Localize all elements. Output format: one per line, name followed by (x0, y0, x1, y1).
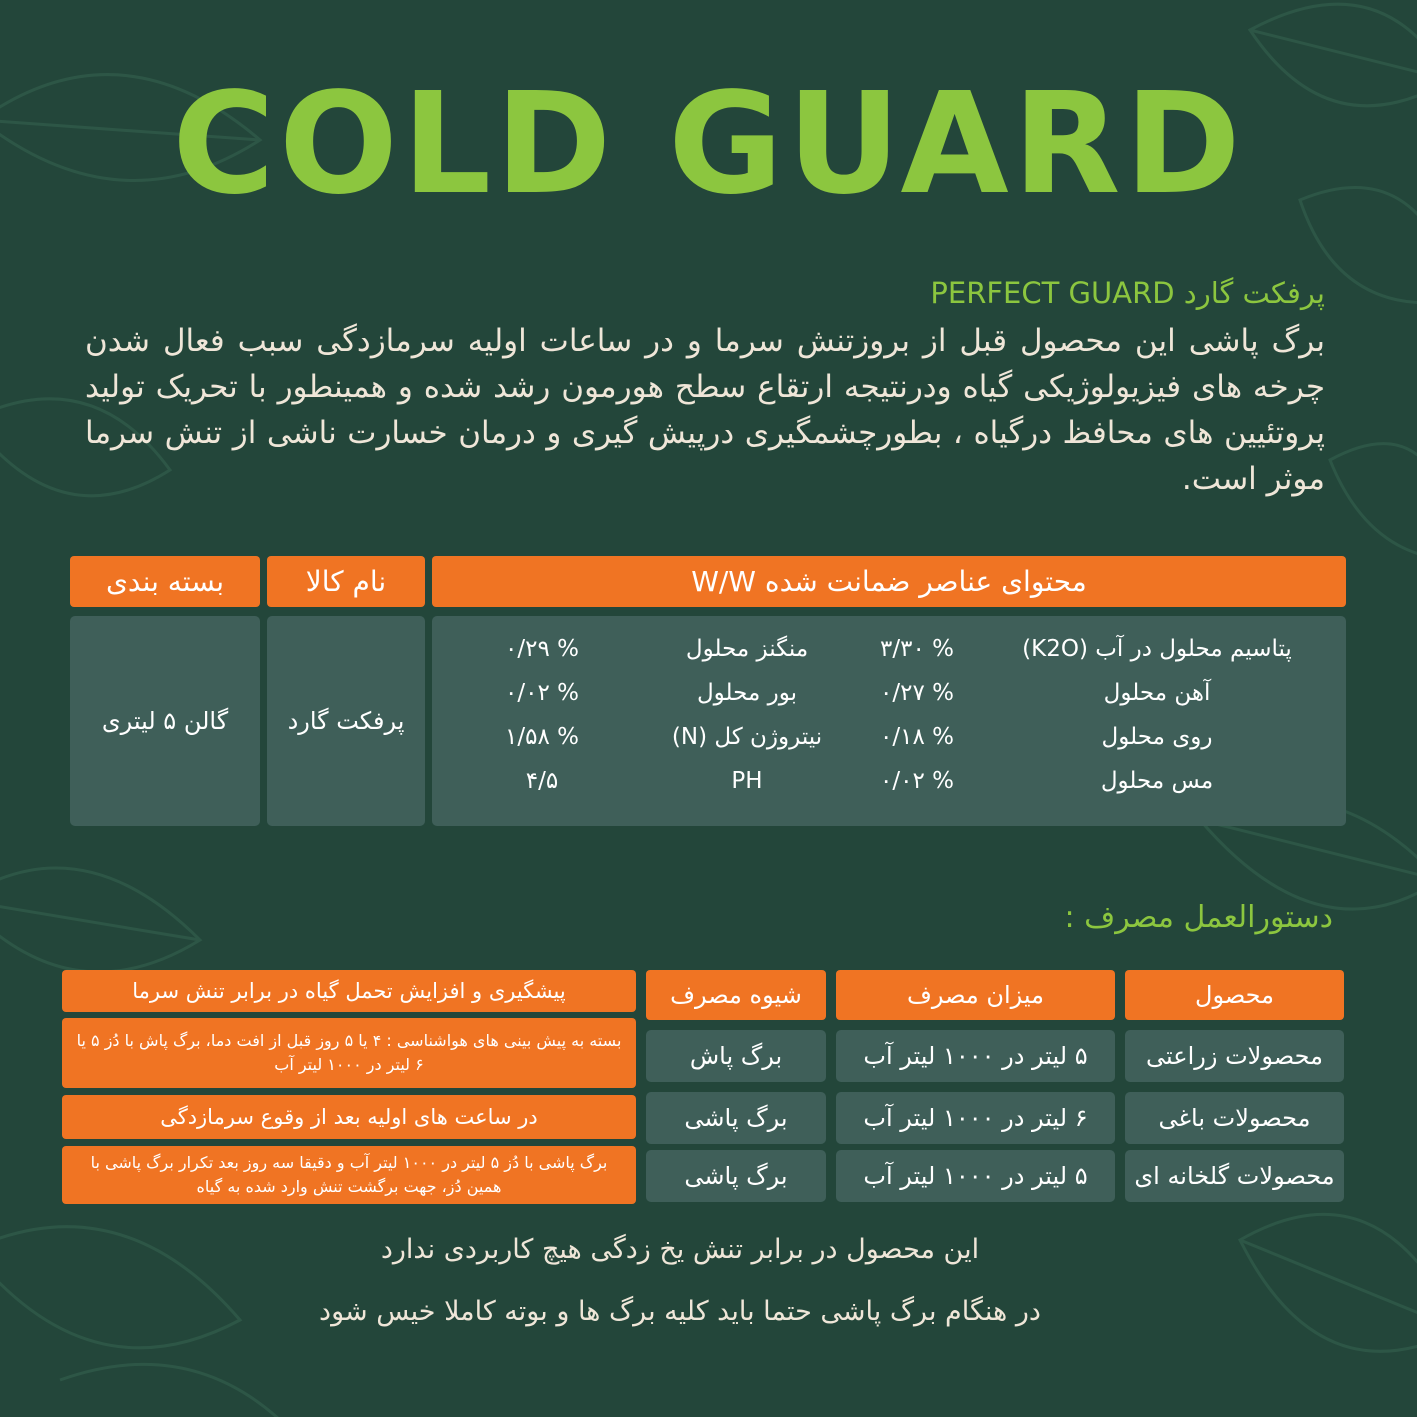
component-name: PH (731, 768, 763, 794)
footer-note: این محصول در برابر تنش یخ زدگی هیچ کاربردی ندارد (380, 1234, 980, 1265)
instructions-title: دستورالعمل مصرف : (1064, 900, 1333, 935)
component-name: منگنز محلول (685, 636, 809, 662)
component-name: بور محلول (696, 680, 798, 706)
component-name: نیتروژن کل (N) (671, 724, 823, 750)
row-method: برگ پاشی (646, 1150, 826, 1202)
row-product: محصولات گلخانه ای (1125, 1150, 1344, 1202)
header-dosage: میزان مصرف (836, 970, 1115, 1020)
header-purpose: پیشگیری و افزایش تحمل گیاه در برابر تنش سرما (62, 970, 636, 1012)
component-value: % ۰/۰۲ (505, 680, 579, 706)
component-value: % ۰/۱۸ (880, 724, 954, 750)
row-note: در ساعت های اولیه بعد از وقوع سرمازدگی (62, 1095, 636, 1139)
row-dosage: ۵ لیتر در ۱۰۰۰ لیتر آب (836, 1150, 1115, 1202)
row-dosage: ۶ لیتر در ۱۰۰۰ لیتر آب (836, 1092, 1115, 1144)
component-value: % ۳/۳۰ (880, 636, 954, 662)
row-product: محصولات زراعتی (1125, 1030, 1344, 1082)
row-method: برگ پاش (646, 1030, 826, 1082)
row-product: محصولات باغی (1125, 1092, 1344, 1144)
product-subtitle: پرفکت گارد PERFECT GUARD (930, 276, 1325, 310)
row-note: برگ پاشی با دُز ۵ لیتر در ۱۰۰۰ لیتر آب و دقیقا سه روز بعد تکرار برگ پاشی با همین دُز، جهت برگشت تنش وارد شده به گیاه (62, 1146, 636, 1204)
component-value: ۴/۵ (525, 768, 559, 794)
header-product-name: نام کالا (267, 556, 425, 607)
packaging-cell: گالن ۵ لیتری (70, 616, 260, 826)
component-name: روی محلول (1101, 724, 1213, 750)
header-product: محصول (1125, 970, 1344, 1020)
brand-logo: COLD GUARD (172, 63, 1245, 226)
row-method: برگ پاشی (646, 1092, 826, 1144)
row-dosage: ۵ لیتر در ۱۰۰۰ لیتر آب (836, 1030, 1115, 1082)
components-grid (432, 616, 1346, 826)
component-value: % ۱/۵۸ (505, 724, 579, 750)
header-packaging: بسته بندی (70, 556, 260, 607)
row-note: بسته به پیش بینی های هواشناسی : ۴ یا ۵ روز قبل از افت دما، برگ پاش با دُز ۵ یا ۶ لیتر در ۱۰۰۰ لیتر آب (62, 1018, 636, 1088)
header-guaranteed-content: محتوای عناصر ضمانت شده W/W (432, 556, 1346, 607)
component-value: % ۰/۲۷ (880, 680, 954, 706)
footer-note: در هنگام برگ پاشی حتما باید کلیه برگ ها و بوته کاملا خیس شود (319, 1296, 1041, 1327)
component-value: % ۰/۲۹ (505, 636, 579, 662)
product-description: برگ پاشی این محصول قبل از بروزتنش سرما و در ساعات اولیه سرمازدگی سبب فعال شدن چرخه های فیزیولوژیکی گیاه ودرنتیجه ارتقاع سطح هورمون رشد شده و همینطور با تحریک تولید پروتئیین های محافظ درگیاه ، بطورچشمگیری درپیش گیری و درمان خسارت ناشی از تنش سرما موثر است. (85, 323, 1325, 497)
component-value: % ۰/۰۲ (880, 768, 954, 794)
header-method: شیوه مصرف (646, 970, 826, 1020)
product-name-cell: پرفکت گارد (267, 616, 425, 826)
component-name: پتاسیم محلول در آب (K2O) (1022, 636, 1292, 662)
component-name: مس محلول (1100, 768, 1214, 794)
component-name: آهن محلول (1103, 680, 1211, 706)
